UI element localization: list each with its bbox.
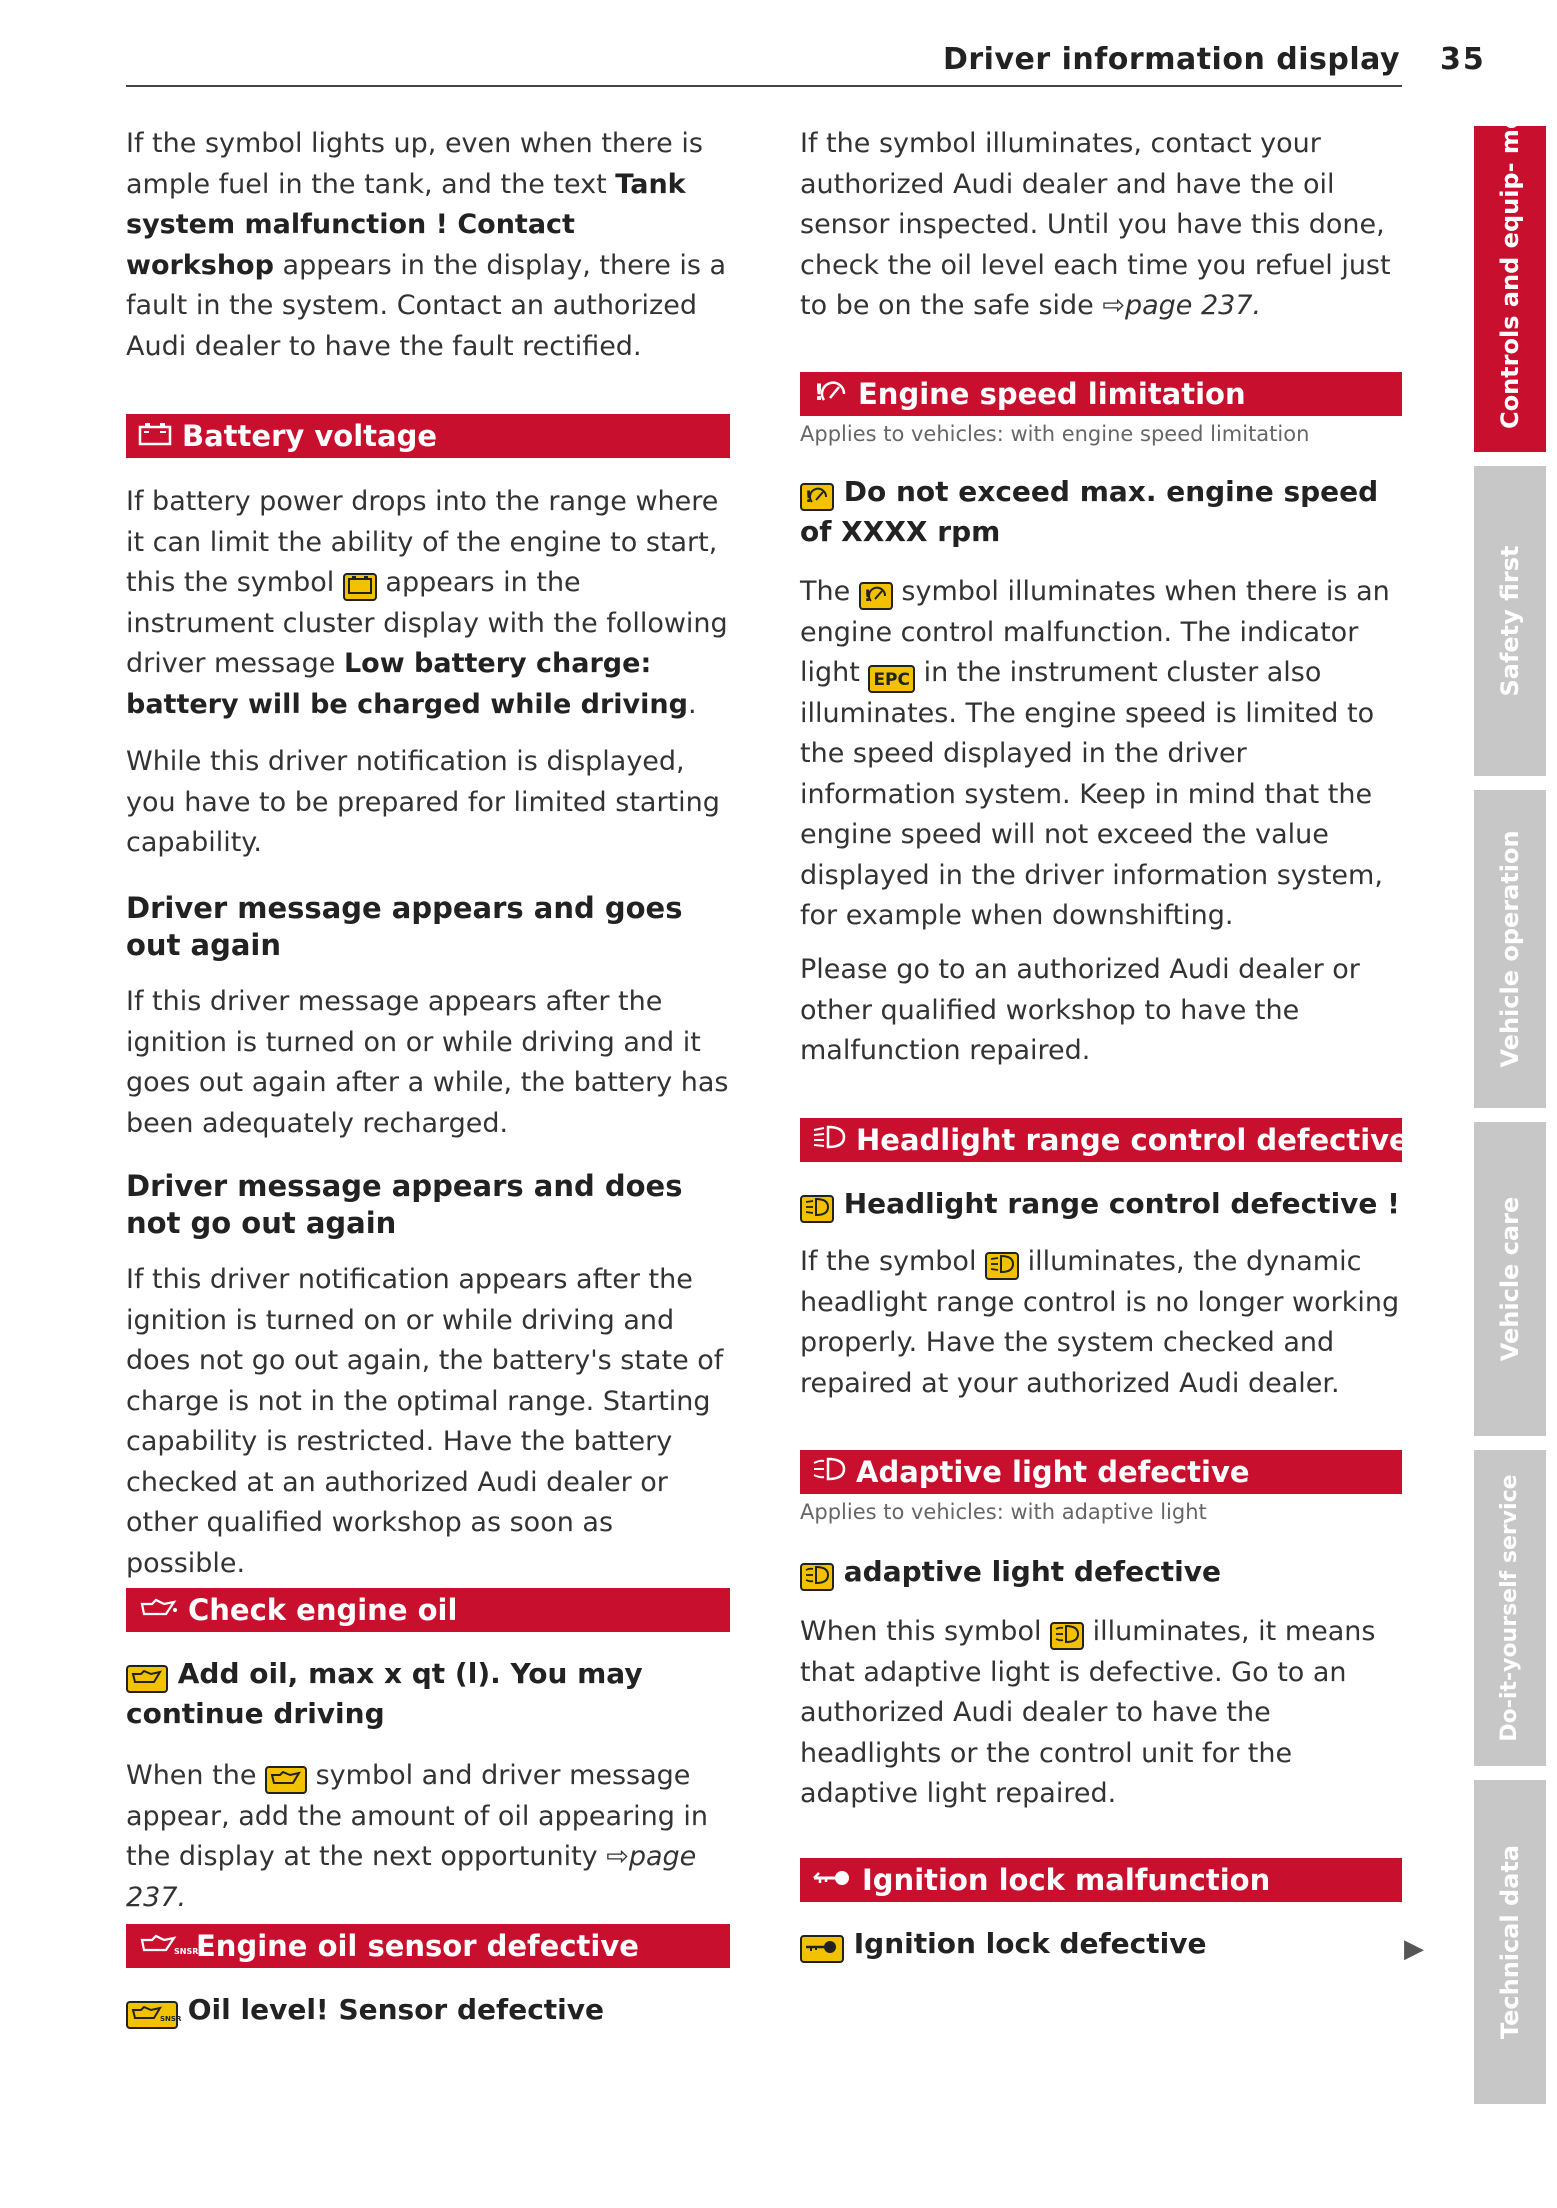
battery-icon bbox=[138, 416, 172, 460]
heading-label: Battery voltage bbox=[182, 419, 437, 453]
text: When this symbol bbox=[800, 1616, 1051, 1647]
battery-indicator-icon bbox=[343, 573, 377, 601]
oil-paragraph bbox=[126, 1756, 730, 1918]
text: If the symbol lights up, even when there is ample fuel in the tank, and the text bbox=[126, 128, 703, 200]
engine-speed-limitation-heading bbox=[800, 372, 1402, 416]
text: appears in the instrument cluster display with the following driver message bbox=[126, 567, 728, 679]
applies-label: Applies to vehicles: with adaptive light bbox=[800, 1500, 1207, 1524]
headlight-paragraph bbox=[800, 1242, 1402, 1404]
arrow-icon: ⇨ bbox=[606, 1841, 629, 1872]
page-link[interactable]: page 237. bbox=[126, 1841, 697, 1913]
continue-arrow-icon[interactable]: ▶ bbox=[1404, 1934, 1424, 1964]
tab-technical-data[interactable] bbox=[1474, 1780, 1546, 2104]
ignition-message bbox=[800, 1924, 1402, 1964]
oil-sensor-message bbox=[126, 1990, 730, 2030]
headlight-message bbox=[800, 1184, 1402, 1224]
tab-vehicle-operation[interactable] bbox=[1474, 790, 1546, 1108]
text: The bbox=[800, 576, 859, 607]
text: symbol illuminates when there is an engine control malfunction. The indicator light bbox=[800, 576, 1390, 688]
applies-label: Applies to vehicles: with engine speed limitation bbox=[800, 422, 1310, 446]
epc-indicator-icon: EPC bbox=[868, 665, 915, 693]
message-label: Do not exceed max. engine speed of XXXX rpm bbox=[800, 475, 1379, 548]
tank-message: Tank system malfunction ! Contact workshop bbox=[126, 168, 686, 281]
tab-label: Vehicle care bbox=[1496, 1196, 1524, 1362]
text: in the instrument cluster also illuminates. The engine speed is limited to the speed displayed in the driver information system. Keep in mind that the engine speed will not exceed the value displayed in the driver information system, for example when downshifting. bbox=[800, 657, 1383, 931]
battery-message: Low battery charge: battery will be charged while driving bbox=[126, 648, 688, 720]
oil-can-icon bbox=[138, 1590, 178, 1634]
adaptive-light-indicator-icon bbox=[1050, 1622, 1084, 1650]
ignition-key-icon bbox=[812, 1860, 852, 1904]
tab-safety-first[interactable] bbox=[1474, 466, 1546, 776]
engine-speed-indicator-icon bbox=[859, 582, 893, 610]
heading-label: Engine speed limitation bbox=[858, 377, 1246, 411]
speed-message bbox=[800, 472, 1402, 552]
headlight-range-heading bbox=[800, 1118, 1409, 1162]
adaptive-light-indicator-icon bbox=[800, 1563, 834, 1591]
subheading-label: Driver message appears and goes out again bbox=[126, 891, 683, 962]
heading-label: Headlight range control defective bbox=[856, 1123, 1409, 1157]
engine-speed-warning-icon bbox=[812, 374, 848, 418]
tab-label: Controls and equip- ment bbox=[1496, 84, 1524, 429]
heading-label: Adaptive light defective bbox=[856, 1455, 1250, 1489]
ignition-key-indicator-icon bbox=[800, 1935, 844, 1963]
text: appears in the display, there is a fault in the system. Contact an authorized Audi dealer to have the fault rectified. bbox=[126, 249, 727, 362]
message-label: adaptive light defective bbox=[843, 1555, 1221, 1588]
page-number: 35 bbox=[1440, 42, 1486, 77]
svg-text:!: ! bbox=[805, 487, 813, 506]
oil-sensor-indicator-icon bbox=[126, 2001, 182, 2029]
svg-text:SNSR: SNSR bbox=[174, 1947, 199, 1956]
heading-label: Check engine oil bbox=[188, 1593, 458, 1627]
battery-paragraph-2 bbox=[126, 742, 730, 864]
headlight-range-icon bbox=[812, 1120, 846, 1164]
page-header-title: Driver information display bbox=[942, 42, 1400, 77]
adaptive-light-heading bbox=[800, 1450, 1402, 1494]
message-label: Oil level! Sensor defective bbox=[187, 1993, 605, 2026]
oil-indicator-icon bbox=[126, 1665, 168, 1693]
adaptive-message bbox=[800, 1552, 1402, 1592]
engine-oil-sensor-heading bbox=[126, 1924, 730, 1968]
tab-vehicle-care[interactable] bbox=[1474, 1122, 1546, 1436]
text: If this driver message appears after the ignition is turned on or while driving and it goes out again after a while, the battery has been adequately recharged. bbox=[126, 986, 729, 1139]
tab-do-it-yourself-service[interactable] bbox=[1474, 1450, 1546, 1766]
adaptive-light-icon bbox=[812, 1452, 846, 1496]
tab-controls-and-equipment[interactable] bbox=[1474, 84, 1546, 452]
text: symbol and driver message appear, add the amount of oil appearing in the display at the next opportunity bbox=[126, 1760, 709, 1872]
text: . bbox=[687, 688, 697, 720]
battery-voltage-heading bbox=[126, 414, 730, 458]
adaptive-paragraph bbox=[800, 1612, 1402, 1815]
speed-paragraph-2 bbox=[800, 950, 1402, 1072]
text: illuminates, the dynamic headlight range control is no longer working properly. Have the system checked and repaired at your authorized Audi dealer. bbox=[800, 1246, 1400, 1399]
oil-sensor-icon bbox=[138, 1926, 199, 1970]
tab-label: Safety first bbox=[1496, 545, 1524, 697]
heading-label: Ignition lock malfunction bbox=[862, 1863, 1271, 1897]
battery-paragraph-4 bbox=[126, 1260, 730, 1584]
battery-paragraph-3 bbox=[126, 982, 730, 1144]
adaptive-applies-note bbox=[800, 1498, 1402, 1526]
tab-label: Vehicle operation bbox=[1496, 830, 1524, 1068]
text: When the bbox=[126, 1760, 266, 1791]
text: If battery power drops into the range where it can limit the ability of the engine to start, this the symbol bbox=[126, 486, 719, 598]
page-link[interactable]: page 237. bbox=[1124, 290, 1262, 321]
battery-paragraph-1 bbox=[126, 482, 730, 725]
subheading-label: Driver message appears and does not go out again bbox=[126, 1169, 683, 1240]
header-rule bbox=[126, 85, 1402, 87]
engine-speed-indicator-icon bbox=[800, 483, 834, 511]
message-label: Add oil, max x qt (l). You may continue driving bbox=[126, 1657, 643, 1730]
message-label: Ignition lock defective bbox=[853, 1927, 1207, 1960]
oil-sensor-intro-paragraph bbox=[800, 124, 1402, 327]
message-label: Headlight range control defective ! bbox=[843, 1187, 1400, 1220]
ignition-lock-heading bbox=[800, 1858, 1402, 1902]
heading-label: Engine oil sensor defective bbox=[196, 1929, 639, 1963]
text: If the symbol illuminates, contact your authorized Audi dealer and have the oil sensor inspected. Until you have this done, check the oil level each time you refuel just to be on the safe side bbox=[800, 128, 1391, 321]
text: If the symbol bbox=[800, 1246, 986, 1277]
text: While this driver notification is displayed, you have to be prepared for limited starting capability. bbox=[126, 746, 720, 858]
tab-label: Technical data bbox=[1496, 1844, 1524, 2040]
speed-paragraph-1 bbox=[800, 572, 1402, 937]
tab-label: Do-it-yourself service bbox=[1497, 1474, 1522, 1742]
speed-applies-note bbox=[800, 420, 1402, 448]
oil-indicator-icon bbox=[265, 1766, 307, 1794]
subheading-not-go-out bbox=[126, 1168, 730, 1242]
oil-message bbox=[126, 1654, 730, 1734]
text: illuminates, it means that adaptive light is defective. Go to an authorized Audi dealer to have the headlights or the control unit for the adaptive light repaired. bbox=[800, 1616, 1376, 1809]
headlight-indicator-icon bbox=[800, 1195, 834, 1223]
svg-text:SNSR: SNSR bbox=[160, 2015, 182, 2023]
subheading-goes-out bbox=[126, 890, 730, 964]
svg-text:!: ! bbox=[814, 381, 825, 406]
svg-text:!: ! bbox=[863, 586, 872, 605]
tank-intro-paragraph bbox=[126, 124, 730, 367]
text: If this driver notification appears after the ignition is turned on or while driving and does not go out again, the battery's state of charge is not in the optimal range. Starting capability is restricted. Have the battery checked at an authorized Audi dealer or other qualified workshop as soon as possible. bbox=[126, 1264, 724, 1579]
check-engine-oil-heading bbox=[126, 1588, 730, 1632]
text: Please go to an authorized Audi dealer or other qualified workshop to have the malfunction repaired. bbox=[800, 954, 1360, 1066]
arrow-icon: ⇨ bbox=[1102, 290, 1125, 321]
headlight-indicator-icon bbox=[985, 1252, 1019, 1280]
